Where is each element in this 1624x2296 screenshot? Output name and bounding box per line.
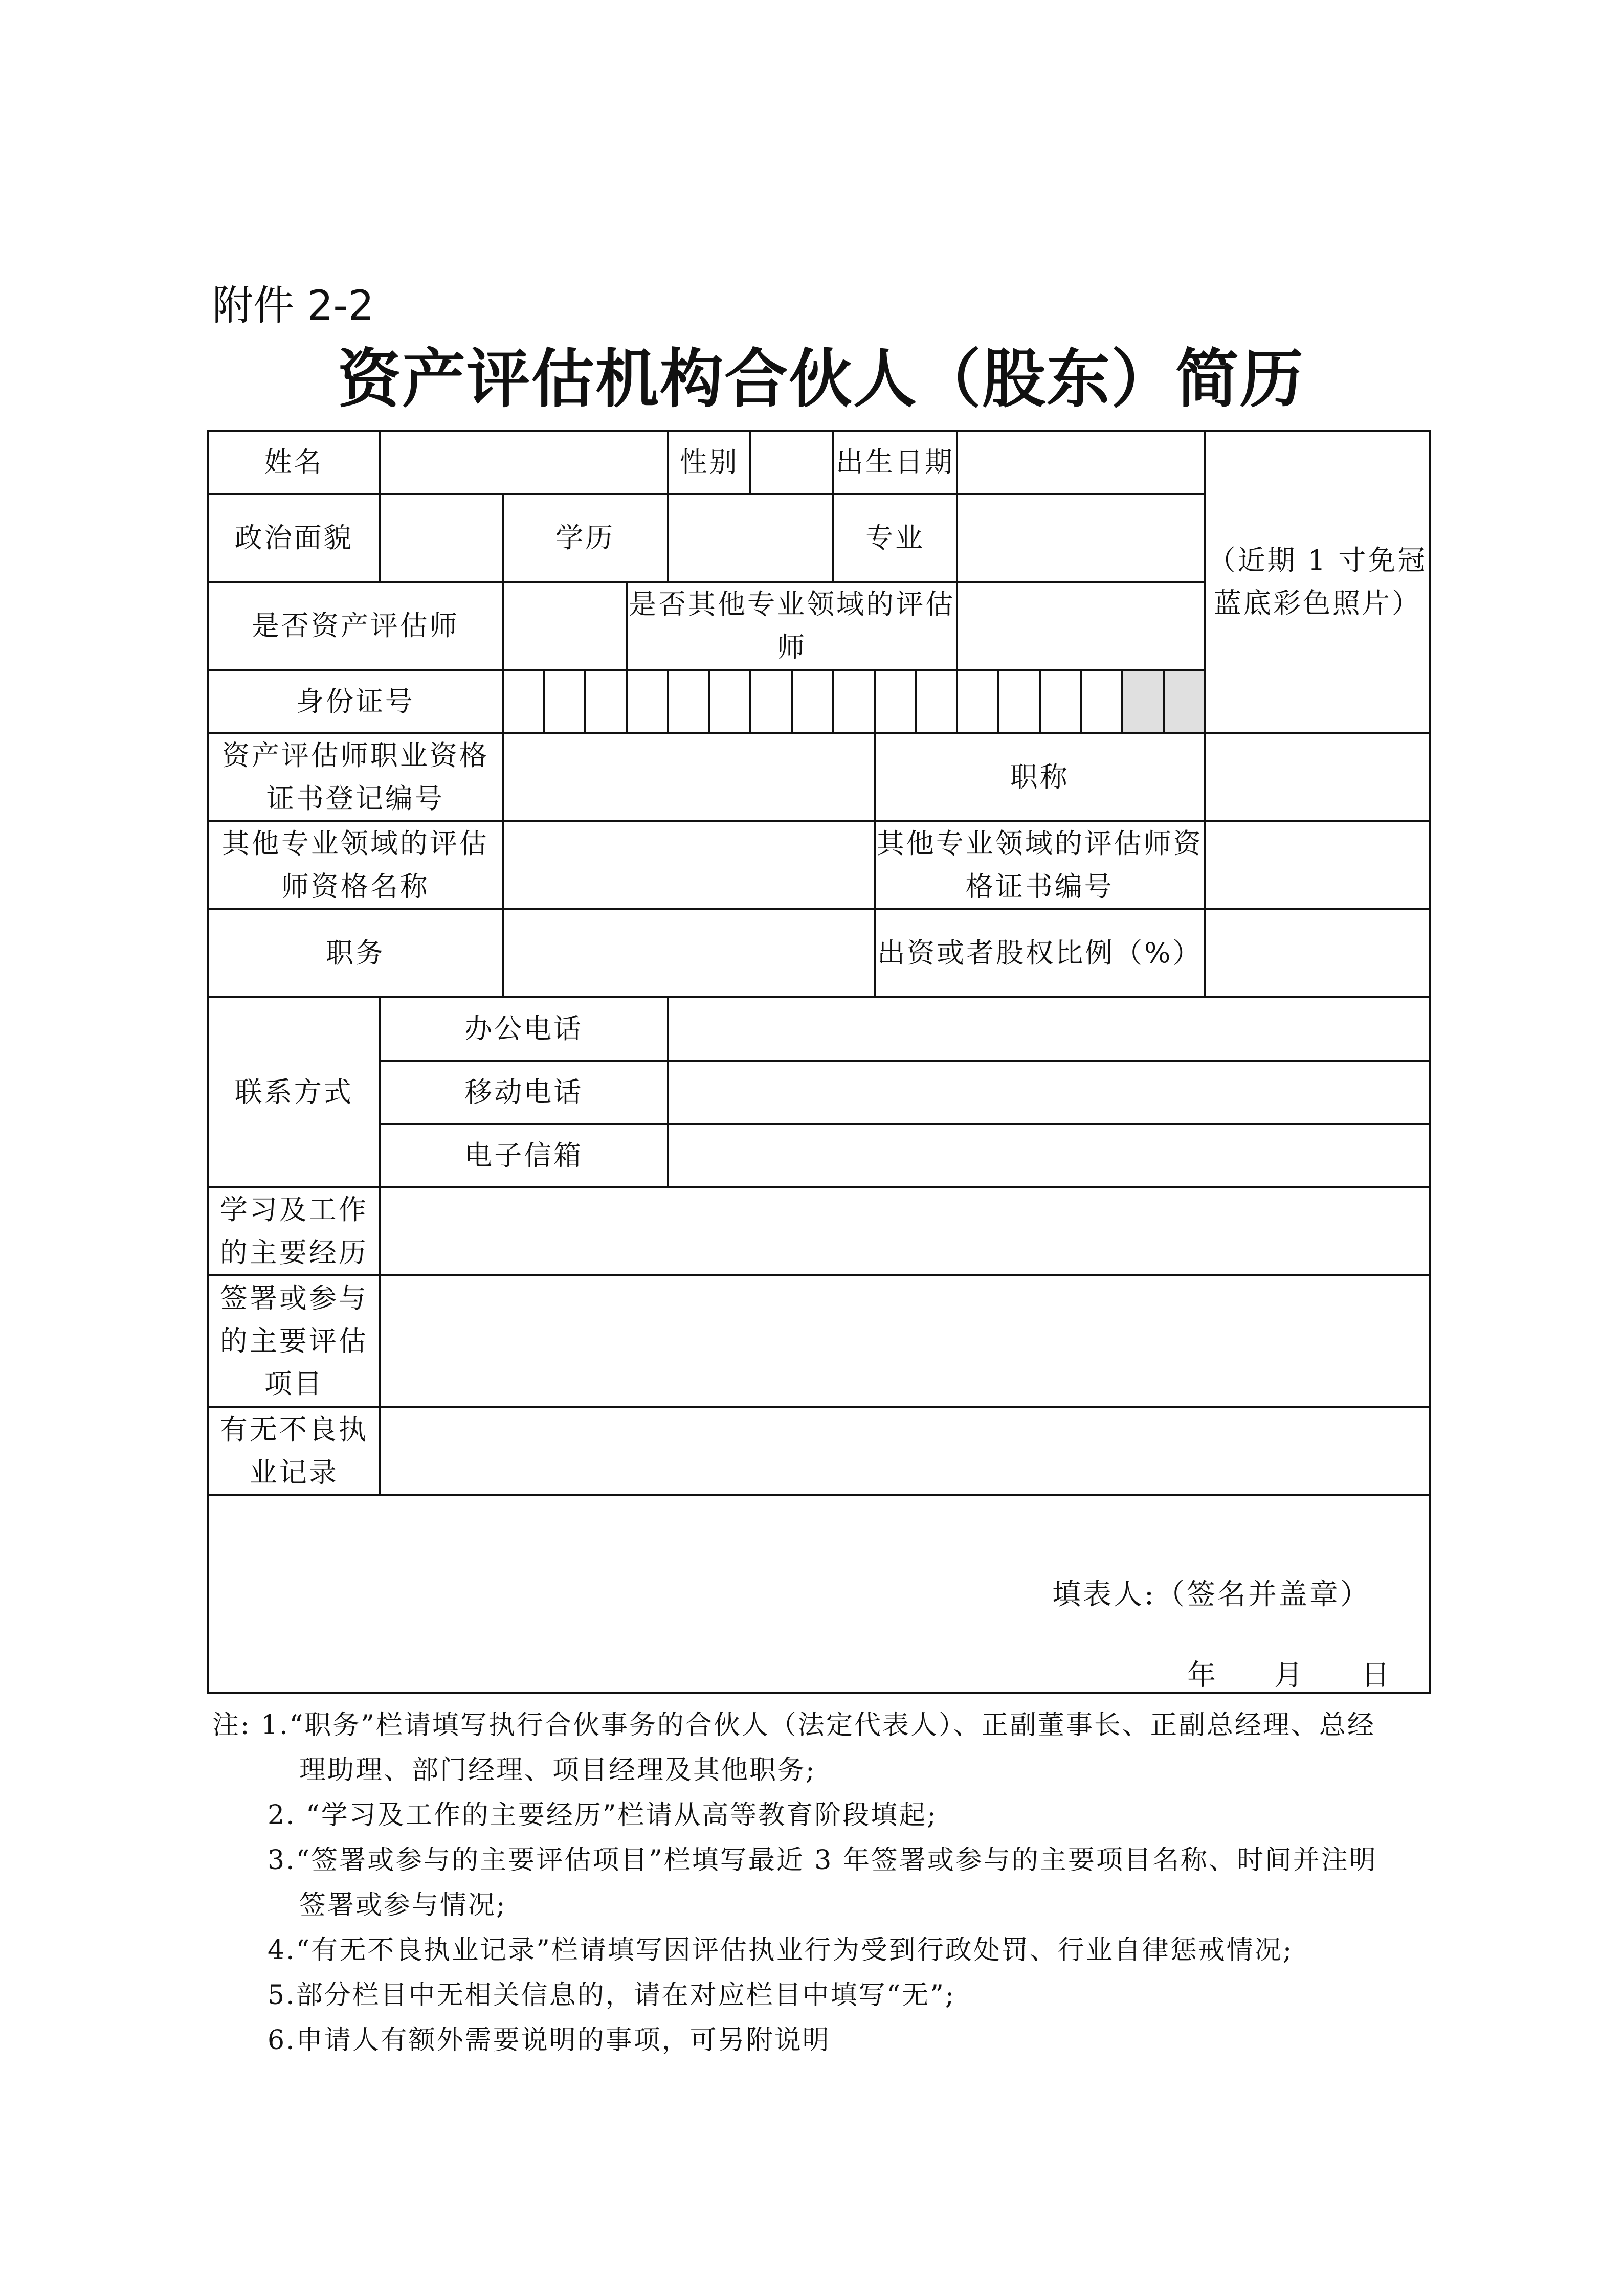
major-field[interactable]	[957, 494, 1205, 582]
notes-section	[212, 1703, 1440, 2063]
equity-ratio-label: 出资或者股权比例（%）	[875, 909, 1205, 997]
id-digit-cell[interactable]	[998, 670, 1040, 733]
political-status-field[interactable]	[380, 494, 503, 582]
misconduct-records-label: 有无不良执业记录	[208, 1407, 380, 1495]
position-label: 职务	[208, 909, 503, 997]
name-field[interactable]	[380, 431, 668, 494]
birth-date-label: 出生日期	[833, 431, 957, 494]
note-2: 2. “学习及工作的主要经历”栏请从高等教育阶段填起;	[268, 1800, 938, 1831]
id-digit-cell[interactable]	[1040, 670, 1081, 733]
is-other-appraiser-field[interactable]	[957, 582, 1205, 670]
misconduct-records-field[interactable]	[380, 1407, 1431, 1495]
note-5: 5.部分栏目中无相关信息的，请在对应栏目中填写“无”;	[268, 1980, 956, 2011]
id-digit-cell[interactable]	[916, 670, 957, 733]
resume-form-table	[207, 430, 1431, 1694]
other-qualification-cert-field[interactable]	[1205, 821, 1430, 909]
id-digit-cell[interactable]	[833, 670, 875, 733]
professional-title-label: 职称	[875, 733, 1205, 821]
id-digit-cell[interactable]	[709, 670, 751, 733]
note-3a: 3.“签署或参与的主要评估项目”栏填写最近 3 年签署或参与的主要项目名称、时间并注明	[268, 1845, 1377, 1876]
gender-label: 性别	[668, 431, 751, 494]
projects-field[interactable]	[380, 1275, 1431, 1407]
id-digit-cell[interactable]	[750, 670, 792, 733]
id-digit-cell[interactable]	[875, 670, 916, 733]
is-other-appraiser-label: 是否其他专业领域的评估师	[627, 582, 957, 670]
id-digit-cell[interactable]	[668, 670, 709, 733]
office-phone-field[interactable]	[668, 997, 1430, 1061]
mobile-phone-label: 移动电话	[380, 1061, 668, 1124]
id-digit-cell[interactable]	[1164, 670, 1205, 733]
other-qualification-name-field[interactable]	[503, 821, 875, 909]
cert-number-label: 资产评估师职业资格证书登记编号	[208, 733, 503, 821]
id-digit-cell[interactable]	[585, 670, 627, 733]
contact-label: 联系方式	[208, 997, 380, 1187]
birth-date-field[interactable]	[957, 431, 1205, 494]
education-field[interactable]	[668, 494, 833, 582]
office-phone-label: 办公电话	[380, 997, 668, 1061]
form-title: 资产评估机构合伙人（股东）简历	[337, 343, 1304, 416]
email-label: 电子信箱	[380, 1124, 668, 1187]
position-field[interactable]	[503, 909, 875, 997]
notes-prefix: 注:	[212, 1710, 251, 1741]
education-label: 学历	[503, 494, 668, 582]
date-line	[1187, 1654, 1392, 1693]
experience-label: 学习及工作的主要经历	[208, 1187, 380, 1275]
signer-label: 填表人:（签名并盖章）	[1052, 1578, 1371, 1611]
note-1b: 理助理、部门经理、项目经理及其他职务;	[299, 1755, 816, 1786]
id-digit-cell[interactable]	[627, 670, 668, 733]
email-field[interactable]	[668, 1124, 1430, 1187]
id-digit-cell[interactable]	[957, 670, 998, 733]
is-appraiser-label: 是否资产评估师	[208, 582, 503, 670]
date-day-label: 日	[1361, 1659, 1392, 1692]
note-6: 6.申请人有额外需要说明的事项，可另附说明	[268, 2025, 831, 2056]
date-year-label: 年	[1187, 1659, 1218, 1692]
is-appraiser-field[interactable]	[503, 582, 627, 670]
photo-box[interactable]: （近期 1 寸免冠蓝底彩色照片）	[1205, 431, 1430, 733]
name-label: 姓名	[208, 431, 380, 494]
note-4: 4.“有无不良执业记录”栏请填写因评估执业行为受到行政处罚、行业自律惩戒情况;	[268, 1935, 1294, 1966]
mobile-phone-field[interactable]	[668, 1061, 1430, 1124]
id-digit-cell[interactable]	[544, 670, 586, 733]
equity-ratio-field[interactable]	[1205, 909, 1430, 997]
cert-number-field[interactable]	[503, 733, 875, 821]
id-digit-cell[interactable]	[1122, 670, 1164, 733]
other-qualification-cert-label: 其他专业领域的评估师资格证书编号	[875, 821, 1205, 909]
gender-field[interactable]	[750, 431, 833, 494]
political-status-label: 政治面貌	[208, 494, 380, 582]
note-3b: 签署或参与情况;	[299, 1890, 507, 1921]
id-digit-cell[interactable]	[503, 670, 544, 733]
experience-field[interactable]	[380, 1187, 1431, 1275]
major-label: 专业	[833, 494, 957, 582]
projects-label: 签署或参与的主要评估项目	[208, 1275, 380, 1407]
note-1a: 1.“职务”栏请填写执行合伙事务的合伙人（法定代表人）、正副董事长、正副总经理、总经	[261, 1710, 1375, 1741]
id-digit-cell[interactable]	[792, 670, 833, 733]
id-number-label: 身份证号	[208, 670, 503, 733]
attachment-label: 附件 2-2	[212, 282, 374, 329]
id-digit-cell[interactable]	[1081, 670, 1123, 733]
other-qualification-name-label: 其他专业领域的评估师资格名称	[208, 821, 503, 909]
professional-title-field[interactable]	[1205, 733, 1430, 821]
date-month-label: 月	[1274, 1659, 1305, 1692]
signature-area[interactable]	[208, 1495, 1430, 1693]
